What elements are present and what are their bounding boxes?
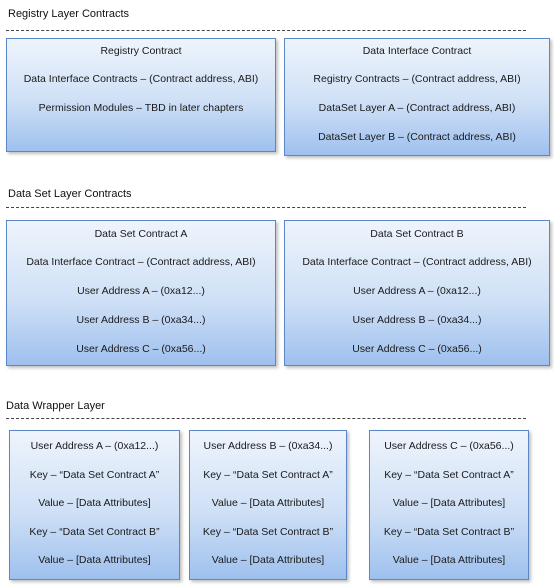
dataset-contract-a-line: User Address C – (0xa56...) [76,343,206,355]
wrapper-user-c-line: Key – “Data Set Contract B” [383,526,515,538]
wrapper-user-c-line: Value – [Data Attributes] [392,497,506,509]
registry-contract-title: Registry Contract [100,45,182,57]
data-interface-contract-line: Registry Contracts – (Contract address, ABI) [313,73,521,85]
wrapper-user-b-line: Value – [Data Attributes] [211,497,325,509]
dataset-contract-a-line: User Address A – (0xa12...) [77,285,205,297]
dataset-contract-a-box [6,220,276,366]
registry-layer-divider [6,30,526,31]
dataset-layer-divider [6,207,526,208]
registry-contract-box [6,38,276,152]
dataset-contract-a-title: Data Set Contract A [94,228,188,240]
data-interface-contract-line: DataSet Layer B – (Contract address, ABI) [318,131,516,143]
dataset-contract-b-box [284,220,550,366]
wrapper-user-a-line: Key – “Data Set Contract B” [29,526,160,538]
data-interface-contract-line: DataSet Layer A – (Contract address, ABI) [318,102,516,114]
wrapper-user-b-box [189,430,347,580]
dataset-contract-b-line: User Address C – (0xa56...) [352,343,482,355]
data-interface-contract-box [284,38,550,156]
wrapper-user-c-box [369,430,529,580]
dataset-contract-b-line: User Address A – (0xa12...) [353,285,481,297]
wrapper-user-a-line: Value – [Data Attributes] [38,554,151,566]
wrapper-user-a-box [9,430,180,580]
dataset-contract-b-line: User Address B – (0xa34...) [352,314,482,326]
data-interface-contract-title: Data Interface Contract [362,45,472,57]
wrapper-user-b-line: User Address B – (0xa34...) [203,440,333,452]
wrapper-layer-title: Data Wrapper Layer [6,400,105,412]
wrapper-user-c-line: Value – [Data Attributes] [392,554,506,566]
dataset-contract-a-line: Data Interface Contract – (Contract address, ABI) [26,256,256,268]
dataset-layer-title: Data Set Layer Contracts [8,188,132,200]
registry-contract-line: Permission Modules – TBD in later chapters [38,102,244,114]
wrapper-user-b-line: Key – “Data Set Contract B” [202,526,334,538]
registry-layer-title: Registry Layer Contracts [8,8,130,20]
wrapper-layer-divider [6,418,526,419]
wrapper-user-c-line: User Address C – (0xa56...) [384,440,514,452]
wrapper-user-a-line: User Address A – (0xa12...) [30,440,159,452]
registry-contract-line: Data Interface Contracts – (Contract address, ABI) [23,73,259,85]
wrapper-user-a-line: Value – [Data Attributes] [38,497,151,509]
wrapper-user-a-line: Key – “Data Set Contract A” [29,469,160,481]
dataset-contract-a-line: User Address B – (0xa34...) [76,314,206,326]
dataset-contract-b-title: Data Set Contract B [370,228,464,240]
wrapper-user-b-line: Key – “Data Set Contract A” [203,469,333,481]
wrapper-user-c-line: Key – “Data Set Contract A” [384,469,514,481]
dataset-contract-b-line: Data Interface Contract – (Contract address, ABI) [302,256,532,268]
wrapper-user-b-line: Value – [Data Attributes] [211,554,325,566]
